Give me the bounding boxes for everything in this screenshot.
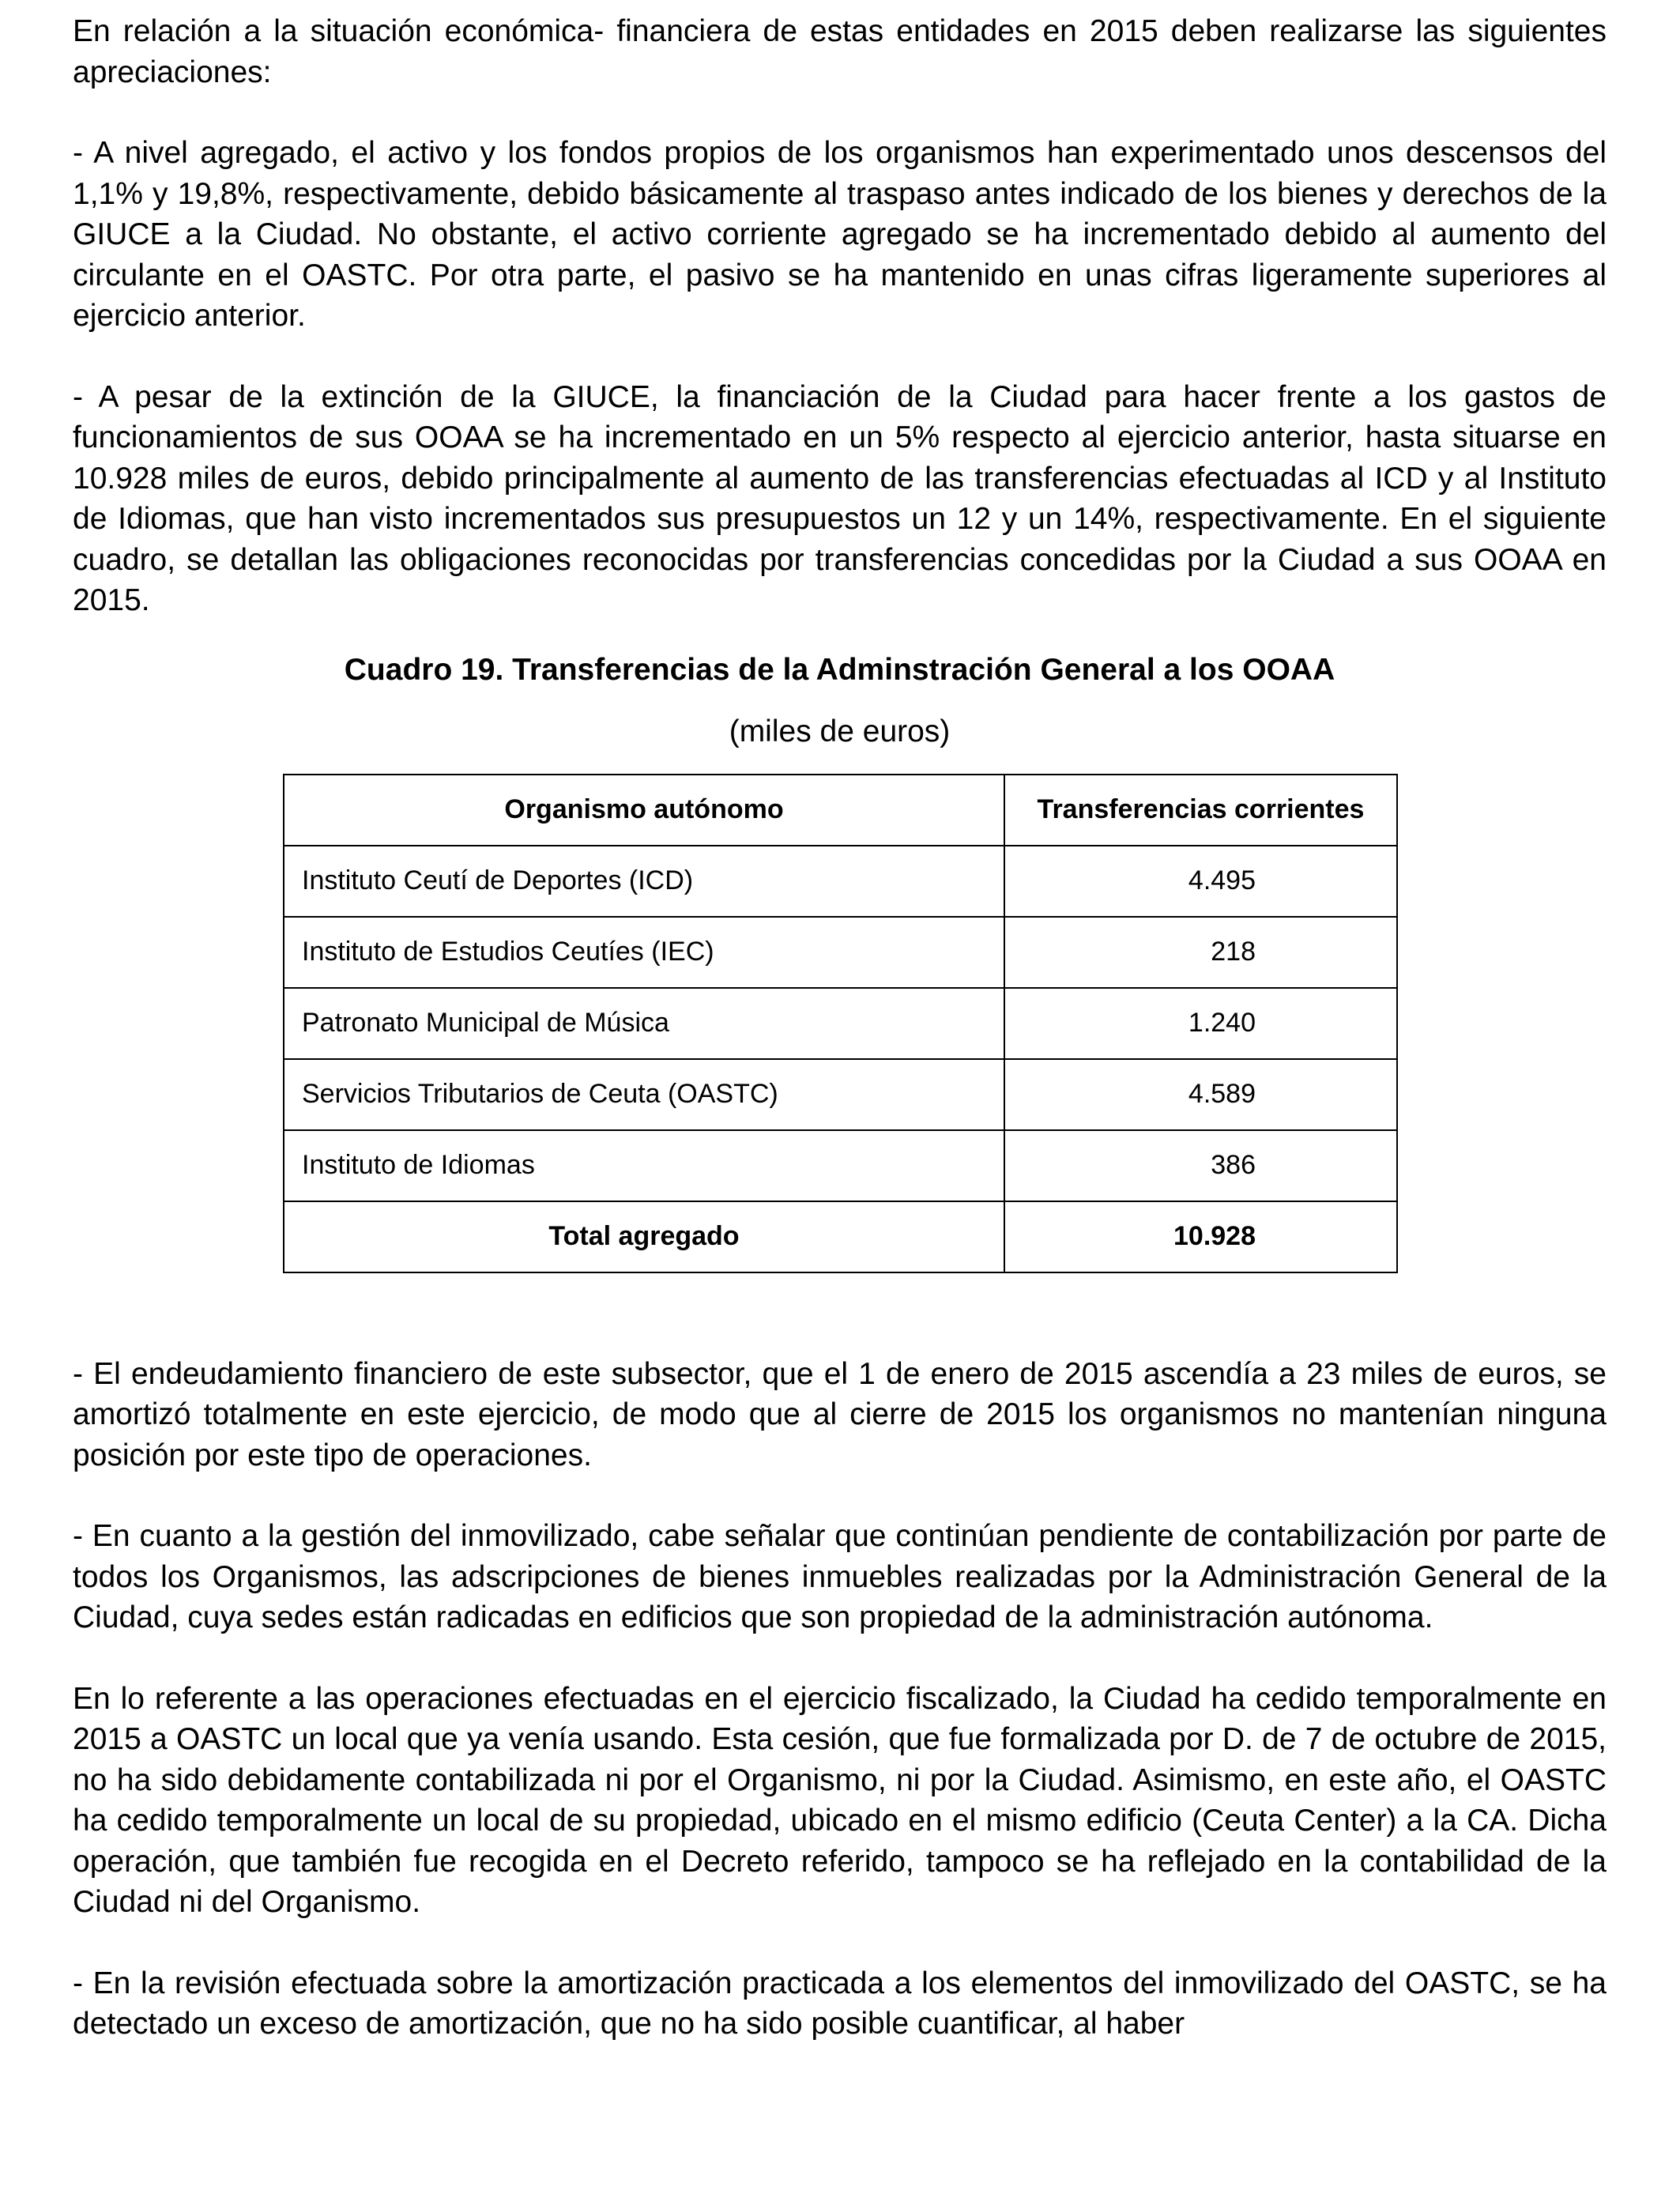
table-caption: Cuadro 19. Transferencias de la Adminstración General a los OOAA: [344, 652, 1335, 687]
table-header-row: [284, 775, 1397, 846]
organism-name: Patronato Municipal de Música: [284, 988, 1004, 1059]
paragraph-fixed-assets: - En cuanto a la gestión del inmovilizado, cabe señalar que continúan pendiente de contabilización por parte de todos los Organismos, las adscripciones de bienes inmuebles realizadas por la Administración General de la Ciudad, cuya sedes están radicadas en edificios que son propiedad de la administración autónoma.: [73, 1519, 1607, 1634]
document-page: [73, 11, 1607, 2045]
table-row: [284, 917, 1397, 988]
organism-name: Instituto de Estudios Ceutíes (IEC): [284, 917, 1004, 988]
paragraph-amortization: - En la revisión efectuada sobre la amortización practicada a los elementos del inmovilizado del OASTC, se ha detectado un exceso de amortización, que no ha sido posible cuantificar, al haber: [73, 1966, 1607, 2041]
paragraph-aggregate-level: - A nivel agregado, el activo y los fondos propios de los organismos han experimentado unos descensos del 1,1% y 19,8%, respectivamente, debido básicamente al traspaso antes indicado de los bienes y derechos de la GIUCE a la Ciudad. No obstante, el activo corriente agregado se ha incrementado debido al aumento del circulante en el OASTC. Por otra parte, el pasivo se ha mantenido en unas cifras ligeramente superiores al ejercicio anterior.: [73, 136, 1607, 333]
transfer-value: 386: [1004, 1130, 1397, 1201]
paragraph-operations: En lo referente a las operaciones efectuadas en el ejercicio fiscalizado, la Ciudad ha cedido temporalmente en 2015 a OASTC un local que ya venía usando. Esta cesión, que fue formalizada por D. de 7 de octubre de 2015, no ha sido debidamente contabilizada ni por el Organismo, ni por la Ciudad. Asimismo, en este año, el OASTC ha cedido temporalmente un local de su propiedad, ubicado en el mismo edificio (Ceuta Center) a la CA. Dicha operación, que también fue recogida en el Decreto referido, tampoco se ha reflejado en la contabilidad de la Ciudad ni del Organismo.: [73, 1681, 1607, 1919]
transfer-value: 218: [1004, 917, 1397, 988]
column-header-transfers: Transferencias corrientes: [1004, 775, 1397, 846]
total-value: 10.928: [1004, 1201, 1397, 1272]
transfers-table: [283, 774, 1398, 1273]
table-row: [284, 988, 1397, 1059]
transfer-value: 4.495: [1004, 846, 1397, 917]
transfer-value: 1.240: [1004, 988, 1397, 1059]
organism-name: Instituto Ceutí de Deportes (ICD): [284, 846, 1004, 917]
total-label: Total agregado: [284, 1201, 1004, 1272]
organism-name: Servicios Tributarios de Ceuta (OASTC): [284, 1059, 1004, 1130]
table-row: [284, 1059, 1397, 1130]
organism-name: Instituto de Idiomas: [284, 1130, 1004, 1201]
paragraph-debt: - El endeudamiento financiero de este subsector, que el 1 de enero de 2015 ascendía a 23 miles de euros, se amortizó totalmente en este ejercicio, de modo que al cierre de 2015 los organismos no mantenían ninguna posición por este tipo de operaciones.: [73, 1356, 1607, 1472]
table-unit: (miles de euros): [729, 714, 951, 748]
transfer-value: 4.589: [1004, 1059, 1397, 1130]
table-row: [284, 846, 1397, 917]
column-header-organism: Organismo autónomo: [284, 775, 1004, 846]
paragraph-financing: - A pesar de la extinción de la GIUCE, la financiación de la Ciudad para hacer frente a los gastos de funcionamientos de sus OOAA se ha incrementado en un 5% respecto al ejercicio anterior, hasta situarse en 10.928 miles de euros, debido principalmente al aumento de las transferencias efectuadas al ICD y al Instituto de Idiomas, que han visto incrementados sus presupuestos un 12 y un 14%, respectivamente. En el siguiente cuadro, se detallan las obligaciones reconocidas por transferencias concedidas por la Ciudad a sus OOAA en 2015.: [73, 379, 1607, 617]
table-row: [284, 1130, 1397, 1201]
paragraph-intro: En relación a la situación económica- financiera de estas entidades en 2015 deben realizarse las siguientes apreciaciones:: [73, 14, 1607, 89]
table-total-row: [284, 1201, 1397, 1272]
